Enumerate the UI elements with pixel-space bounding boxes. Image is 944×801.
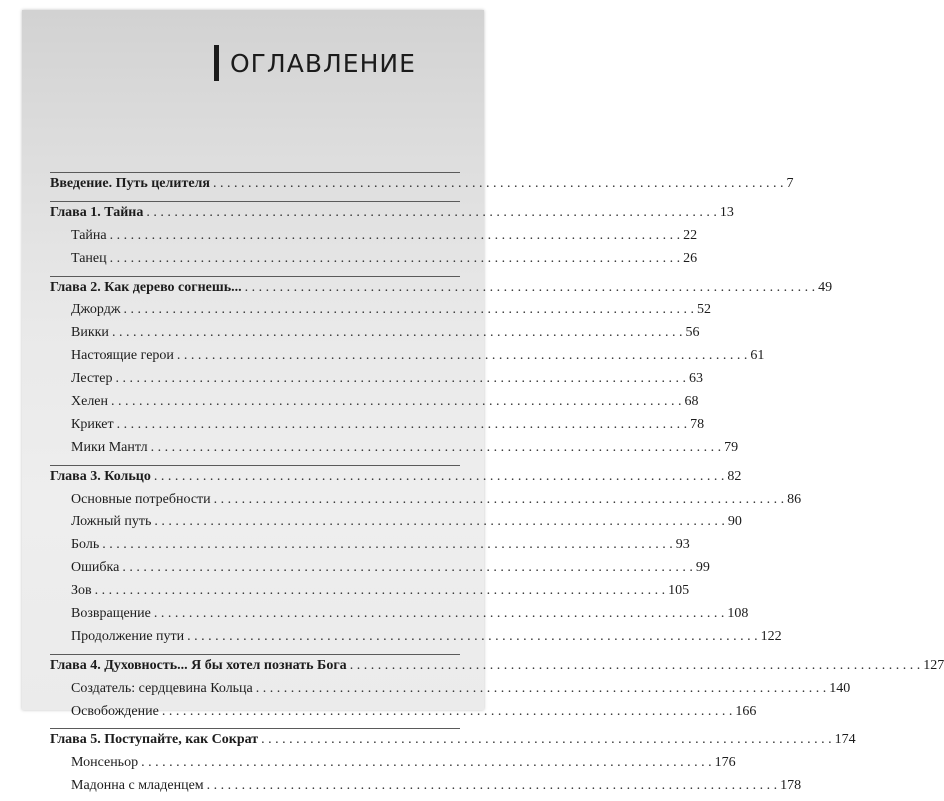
dot-leader: [154, 514, 725, 530]
dot-leader: [154, 606, 725, 622]
toc-entry-title: Глава 4. Духовность... Я бы хотел познать Бога: [50, 657, 347, 673]
toc-entry-title: Мики Мантл: [71, 439, 148, 455]
chapter-separator: [50, 276, 460, 277]
table-of-contents: [50, 170, 944, 801]
dot-leader: [187, 629, 758, 645]
toc-heading: [214, 45, 484, 81]
dot-leader: [110, 251, 681, 267]
toc-entry-title: Глава 3. Кольцо: [50, 468, 151, 484]
dot-leader: [116, 371, 687, 387]
toc-page-number: 108: [727, 606, 749, 622]
toc-entry-title: Ошибка: [71, 560, 120, 576]
dot-leader: [261, 732, 832, 748]
toc-chapter-row: [50, 176, 794, 199]
dot-leader: [95, 583, 666, 599]
dot-leader: [213, 176, 784, 192]
book-page: [22, 10, 944, 794]
toc-entry-title: Глава 5. Поступайте, как Сократ: [50, 732, 259, 748]
toc-entry-title: Ложный путь: [71, 514, 152, 530]
toc-section-row: [50, 325, 700, 348]
toc-chapter-row: [50, 204, 734, 228]
toc-chapter-row: [50, 279, 833, 303]
toc-section-row: [50, 606, 749, 629]
toc-page-number: 99: [695, 560, 710, 576]
toc-entry-title: Крикет: [71, 416, 114, 432]
toc-section-row: [50, 348, 765, 371]
toc-page-number: 86: [787, 491, 802, 507]
toc-page-number: 166: [735, 703, 757, 719]
toc-entry-title: Введение. Путь целителя: [50, 176, 210, 191]
toc-page-number: 63: [689, 371, 704, 387]
toc-page-number: 61: [750, 348, 765, 364]
toc-entry-title: Глава 2. Как дерево согнешь...: [50, 279, 242, 295]
chapter-separator: [50, 201, 460, 202]
toc-page-number: 93: [675, 537, 690, 553]
toc-section-row: [50, 439, 739, 463]
dot-leader: [124, 302, 695, 318]
toc-page-number: 68: [684, 394, 699, 410]
toc-page-number: 105: [668, 583, 690, 599]
dot-leader: [256, 681, 827, 697]
toc-section-row: [50, 537, 690, 560]
toc-entry-title: Продолжение пути: [71, 628, 185, 644]
toc-entry-title: Создатель: сердцевина Кольца: [71, 680, 253, 696]
toc-section-row: [50, 755, 736, 778]
toc-section-row: [50, 778, 802, 801]
toc-entry-title: Танец: [71, 250, 107, 266]
toc-page-number: 56: [685, 325, 700, 341]
chapter-separator: [50, 172, 460, 173]
dot-leader: [207, 778, 778, 794]
toc-entry-title: Глава 1. Тайна: [50, 204, 144, 220]
dot-leader: [111, 394, 682, 410]
dot-leader: [245, 280, 816, 296]
toc-section-row: [50, 250, 698, 274]
toc-section-row: [50, 628, 782, 652]
toc-section-row: [50, 416, 705, 440]
toc-entry-title: Зов: [71, 583, 92, 599]
toc-page-number: 178: [780, 778, 802, 794]
toc-section-row: [50, 560, 710, 583]
toc-page-number: 26: [683, 250, 698, 266]
heading-rule: [214, 45, 219, 81]
dot-leader: [102, 537, 673, 553]
dot-leader: [154, 469, 725, 485]
toc-section-row: [50, 371, 704, 394]
dot-leader: [110, 228, 681, 244]
dot-leader: [162, 704, 733, 720]
dot-leader: [177, 348, 748, 364]
toc-page-number: 49: [818, 279, 833, 295]
dot-leader: [112, 325, 683, 341]
toc-page-number: 140: [829, 680, 851, 696]
toc-page-number: 176: [714, 755, 736, 771]
dot-leader: [146, 205, 717, 221]
toc-entry-title: Викки: [71, 325, 109, 341]
dot-leader: [350, 658, 921, 674]
chapter-separator: [50, 654, 460, 655]
toc-section-row: [50, 680, 851, 704]
toc-entry-title: Боль: [71, 537, 100, 553]
toc-page-number: 127: [923, 657, 944, 673]
chapter-separator: [50, 728, 460, 729]
toc-entry-title: Основные потребности: [71, 491, 211, 507]
toc-chapter-row: [50, 468, 742, 492]
toc-page-number: 52: [697, 302, 711, 318]
toc-section-row: [50, 227, 698, 251]
toc-page-number: 79: [724, 439, 739, 455]
toc-entry-title: Лестер: [71, 371, 113, 387]
toc-entry-title: Тайна: [71, 227, 107, 243]
toc-page-number: 90: [727, 514, 742, 530]
dot-leader: [117, 417, 688, 433]
toc-page-number: 122: [760, 628, 782, 644]
toc-page-number: 22: [683, 227, 698, 243]
toc-entry-title: Монсеньор: [71, 755, 139, 771]
toc-entry-title: Хелен: [71, 394, 109, 410]
toc-page-number: 78: [690, 416, 705, 432]
toc-section-row: [50, 491, 802, 515]
toc-section-row: [50, 394, 699, 417]
chapter-separator: [50, 465, 460, 466]
page-title: ОГЛАВЛЕНИЕ: [230, 48, 416, 78]
dot-leader: [214, 492, 785, 508]
toc-entry-title: Освобождение: [71, 703, 159, 719]
toc-section-row: [50, 583, 690, 606]
dot-leader: [151, 440, 722, 456]
toc-section-row: [50, 302, 711, 325]
dot-leader: [122, 560, 693, 576]
toc-entry-title: Мадонна с младенцем: [71, 778, 204, 794]
toc-chapter-row: [50, 657, 944, 681]
toc-chapter-row: [50, 732, 856, 755]
toc-entry-title: Возвращение: [71, 606, 151, 622]
toc-page-number: 7: [786, 176, 794, 191]
toc-section-row: [50, 703, 757, 727]
toc-page-number: 174: [834, 732, 856, 748]
toc-entry-title: Джордж: [71, 302, 121, 318]
dot-leader: [141, 755, 712, 771]
toc-section-row: [50, 514, 742, 537]
toc-entry-title: Настоящие герои: [71, 348, 174, 364]
toc-page-number: 13: [719, 204, 734, 220]
toc-page-number: 82: [727, 468, 742, 484]
